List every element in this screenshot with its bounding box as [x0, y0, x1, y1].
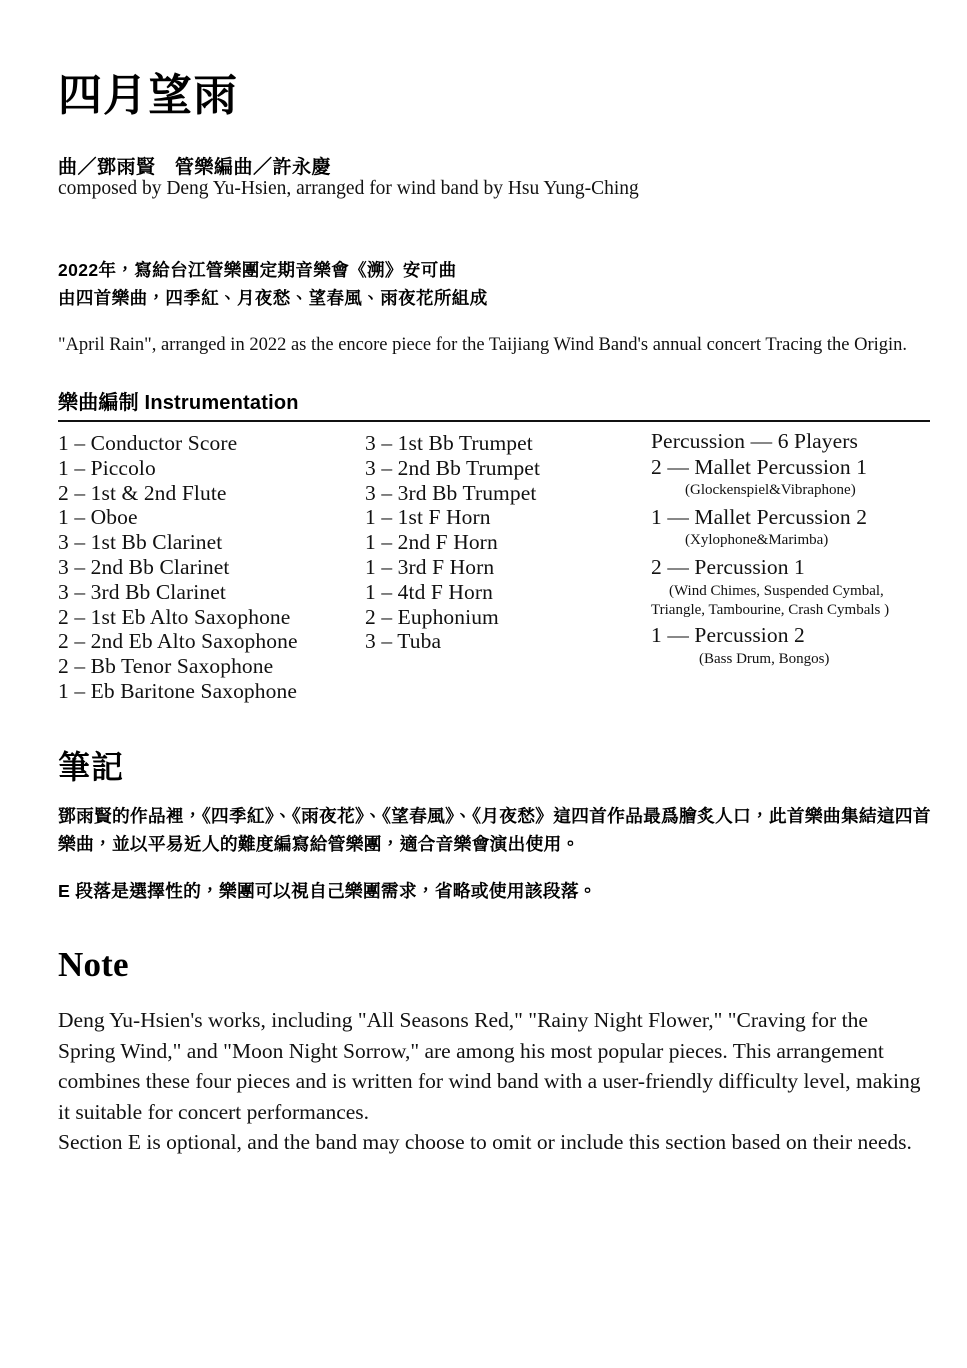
percussion-group: [651, 504, 951, 549]
instrument-item: 2 – Bb Tenor Saxophone: [58, 654, 274, 679]
percussion-group-label: 2 — Mallet Percussion 1: [651, 454, 868, 479]
description-english: "April Rain", arranged in 2022 as the encore piece for the Taijiang Wind Band's annual concert Tracing the Origin.: [58, 335, 908, 355]
percussion-group-detail: (Glockenspiel&Vibraphone): [685, 482, 856, 498]
instrument-item: 2 – 1st & 2nd Flute: [58, 480, 227, 505]
instrument-item: 2 – 2nd Eb Alto Saxophone: [58, 629, 298, 654]
description-chinese: [58, 256, 488, 313]
instrument-item: 1 – 1st F Horn: [365, 505, 491, 530]
note-english-paragraph: Deng Yu-Hsien's works, including "All Seasons Red," "Rainy Night Flower," "Craving for the Spring Wind," and "Moon Night Sorrow," are among his most popular pieces. This arrangement combines these four pieces and is written for wind band with a user-friendly difficulty level, making it suitable for concert performances.: [58, 1008, 921, 1124]
instrument-item: 2 – Euphonium: [365, 604, 499, 629]
instrument-item: 3 – Tuba: [365, 629, 442, 654]
percussion-group-label: 1 — Percussion 2: [651, 623, 805, 647]
instrument-item: 3 – 1st Bb Trumpet: [365, 431, 533, 455]
percussion-group-label: 1 — Mallet Percussion 2: [651, 504, 868, 529]
percussion-header: Percussion — 6 Players: [651, 429, 859, 453]
instrument-item: 1 – 2nd F Horn: [365, 530, 498, 555]
percussion-group-detail: (Bass Drum, Bongos): [699, 650, 830, 667]
byline-english: composed by Deng Yu-Hsien, arranged for wind band by Hsu Yung-Ching: [58, 178, 639, 199]
page-title: 四月望雨: [58, 71, 238, 120]
percussion-group-detail: Triangle, Tambourine, Crash Cymbals ): [651, 602, 890, 619]
instrument-item: 1 – 4td F Horn: [365, 579, 494, 604]
description-chinese-line-1: 2022年，寫給台江管樂團定期音樂會《溯》安可曲: [58, 260, 457, 280]
instrumentation-divider: [58, 420, 930, 422]
byline-chinese: 曲／鄧雨賢 管樂編曲／許永慶: [58, 157, 332, 178]
percussion-group: [651, 625, 951, 667]
description-chinese-line-2: 由四首樂曲，四季紅、月夜愁、望春風、雨夜花所組成: [58, 288, 488, 309]
instrument-item: 1 – Eb Baritone Saxophone: [58, 678, 297, 703]
instrument-item: 3 – 2nd Bb Trumpet: [365, 455, 541, 480]
percussion-group: [651, 454, 951, 499]
instrument-item: 3 – 3rd Bb Trumpet: [365, 480, 537, 505]
instrumentation-column-percussion: [651, 431, 951, 667]
percussion-group-detail: (Wind Chimes, Suspended Cymbal,: [669, 582, 884, 599]
percussion-group-detail: (Xylophone&Marimba): [685, 532, 829, 549]
notes-chinese-paragraph: E 段落是選擇性的，樂團可以視自己樂團需求，省略或使用該段落。: [58, 881, 597, 901]
percussion-group-label: 2 — Percussion 1: [651, 555, 805, 579]
instrument-item: 3 – 1st Bb Clarinet: [58, 530, 223, 555]
notes-heading-chinese: 筆記: [58, 749, 125, 785]
notes-chinese-paragraph: 鄧雨賢的作品裡，《四季紅》、《雨夜花》、《望春風》、《月夜愁》這四首作品最爲膾炙人口，此首樂曲集結這四首樂曲，並以平易近人的難度編寫給管樂團，適合音樂會演出使用。: [58, 806, 931, 854]
instrument-item: 1 – Conductor Score: [58, 431, 238, 455]
note-english-paragraph: Section E is optional, and the band may choose to omit or include this section based on their needs.: [58, 1130, 912, 1154]
note-heading-english: Note: [58, 945, 129, 984]
instrument-item: 1 – Oboe: [58, 505, 138, 530]
instrument-item: 3 – 2nd Bb Clarinet: [58, 554, 230, 579]
instrument-item: 1 – Piccolo: [58, 455, 156, 480]
instrument-item: 3 – 3rd Bb Clarinet: [58, 579, 226, 604]
instrumentation-heading: 樂曲編制 Instrumentation: [58, 392, 299, 414]
instrumentation-column-brass: [365, 431, 650, 654]
instrument-item: 1 – 3rd F Horn: [365, 554, 495, 579]
percussion-group: [651, 557, 951, 619]
instrument-item: 2 – 1st Eb Alto Saxophone: [58, 604, 291, 629]
instrumentation-column-woodwinds: [58, 431, 363, 704]
